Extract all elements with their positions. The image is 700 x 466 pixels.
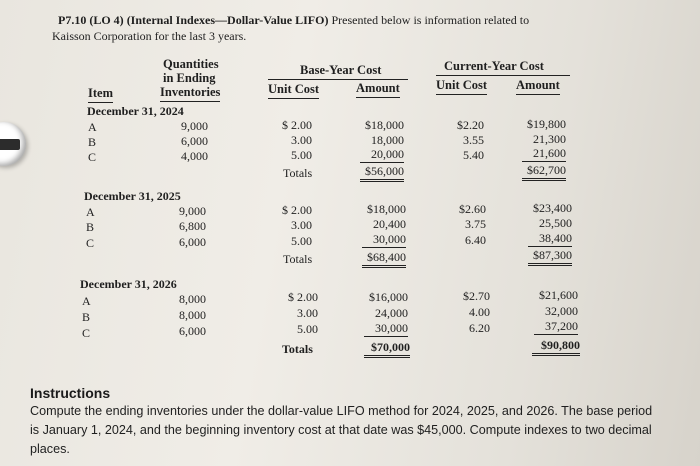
item-label: C [88, 150, 97, 164]
binder-hole-icon [0, 122, 26, 166]
base-amount-cell: $16,000 [369, 290, 408, 304]
base-amount-cell: 30,000 [364, 321, 408, 337]
totals-label: Totals [283, 166, 313, 180]
problem-title: (Internal Indexes—Dollar-Value LIFO) [126, 13, 329, 27]
quantity-cell: 4,000 [181, 149, 208, 163]
item-label: B [82, 310, 91, 324]
current-total-cell: $90,800 [532, 338, 580, 356]
base-amount-cell: 20,400 [373, 217, 406, 231]
current-unit-cell: 3.75 [465, 217, 486, 231]
current-amount-cell: $21,600 [539, 288, 578, 302]
current-amount-cell: $19,800 [527, 117, 566, 131]
totals-label: Totals [282, 342, 313, 356]
base-unit-cell: $ 2.00 [282, 203, 312, 217]
item-label: A [88, 120, 97, 134]
col-base-year-group: Base-Year Cost [300, 63, 382, 77]
base-year-rule [268, 79, 408, 80]
totals-label: Totals [283, 252, 313, 266]
current-amount-cell: 37,200 [534, 319, 578, 335]
current-amount-cell: $23,400 [533, 201, 572, 215]
quantity-cell: 6,000 [179, 324, 206, 338]
problem-header [58, 12, 529, 28]
col-current-amount: Amount [516, 78, 560, 95]
base-amount-cell: $18,000 [365, 118, 404, 132]
quantity-cell: 8,000 [179, 292, 206, 306]
year-date: December 31, 2024 [87, 104, 184, 118]
item-label: B [88, 135, 97, 149]
col-quantities-line2: in Ending [163, 71, 216, 85]
problem-number: P7.10 [58, 13, 87, 27]
quantity-cell: 8,000 [179, 308, 206, 322]
current-amount-cell: 38,400 [528, 231, 572, 247]
current-total-cell: $87,300 [528, 248, 572, 266]
col-quantities-line1: Quantities [163, 57, 219, 71]
col-current-year-group: Current-Year Cost [444, 59, 544, 73]
quantity-cell: 9,000 [179, 204, 206, 218]
current-amount-cell: 32,000 [545, 304, 578, 318]
base-unit-cell: 5.00 [291, 234, 312, 248]
current-amount-cell: 21,600 [522, 146, 566, 162]
current-amount-cell: 25,500 [539, 216, 572, 230]
col-base-amount: Amount [356, 81, 400, 98]
item-label: A [86, 205, 95, 219]
year-date: December 31, 2026 [80, 277, 177, 291]
current-total-cell: $62,700 [522, 163, 566, 181]
item-label: B [86, 220, 95, 234]
current-unit-cell: $2.60 [459, 202, 486, 216]
problem-intro-line2: Kaisson Corporation for the last 3 years. [52, 29, 247, 43]
base-amount-cell: $18,000 [367, 202, 406, 216]
item-label: C [86, 236, 95, 250]
base-amount-cell: 24,000 [375, 306, 408, 320]
base-amount-cell: 18,000 [371, 133, 404, 147]
instructions-text: Compute the ending inventories under the dollar-value LIFO method for 2024, 2025, and 2026. The base period is January 1, 2024, and the beginning inventory cost at that date was $45,000. Compute indexes to two decimal places. [30, 404, 653, 456]
item-label: C [82, 326, 91, 340]
base-amount-cell: 20,000 [360, 147, 404, 163]
col-base-unit-cost: Unit Cost [268, 82, 319, 99]
current-unit-cell: 5.40 [463, 148, 484, 162]
item-label: A [82, 294, 91, 308]
base-unit-cell: $ 2.00 [282, 118, 312, 132]
current-unit-cell: 4.00 [469, 305, 490, 319]
base-unit-cell: 3.00 [297, 306, 318, 320]
quantity-cell: 6,000 [179, 235, 206, 249]
current-unit-cell: 3.55 [463, 133, 484, 147]
col-item: Item [88, 86, 113, 103]
base-unit-cell: 3.00 [291, 133, 312, 147]
learning-objective: (LO 4) [89, 13, 124, 27]
base-unit-cell: 3.00 [291, 218, 312, 232]
current-unit-cell: $2.70 [463, 289, 490, 303]
instructions-title: Instructions [30, 385, 111, 401]
current-unit-cell: 6.40 [465, 233, 486, 247]
current-unit-cell: $2.20 [457, 118, 484, 132]
col-current-unit-cost: Unit Cost [436, 78, 487, 95]
col-quantities-line3: Inventories [160, 85, 220, 102]
base-unit-cell: 5.00 [291, 148, 312, 162]
base-unit-cell: 5.00 [297, 322, 318, 336]
problem-intro-line1: Presented below is information related to [331, 13, 530, 27]
quantity-cell: 6,800 [179, 219, 206, 233]
base-total-cell: $68,400 [362, 250, 406, 268]
current-unit-cell: 6.20 [469, 321, 490, 335]
base-total-cell: $56,000 [360, 164, 404, 182]
quantity-cell: 6,000 [181, 134, 208, 148]
base-amount-cell: 30,000 [362, 232, 406, 248]
year-date: December 31, 2025 [84, 189, 181, 203]
base-total-cell: $70,000 [364, 340, 410, 358]
current-amount-cell: 21,300 [533, 132, 566, 146]
base-unit-cell: $ 2.00 [288, 290, 318, 304]
current-year-rule [436, 75, 570, 76]
quantity-cell: 9,000 [181, 119, 208, 133]
